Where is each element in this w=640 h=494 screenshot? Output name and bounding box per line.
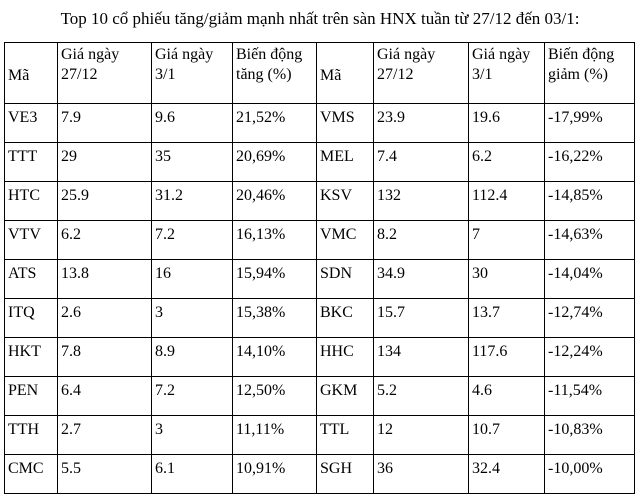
gainer-price-0301: 35 xyxy=(152,143,233,182)
gainer-price-0301: 31.2 xyxy=(152,182,233,221)
loser-price-1227: 8.2 xyxy=(374,221,469,260)
gainer-price-1227: 25.9 xyxy=(58,182,152,221)
gainer-code: TTH xyxy=(5,416,58,455)
gainer-price-1227: 29 xyxy=(58,143,152,182)
gainer-price-0301: 7.2 xyxy=(152,377,233,416)
gainer-price-0301: 6.1 xyxy=(152,455,233,494)
gainer-code: VE3 xyxy=(5,104,58,143)
gainer-code: TTT xyxy=(5,143,58,182)
gainer-change: 15,94% xyxy=(233,260,317,299)
loser-code: VMS xyxy=(317,104,374,143)
loser-change: -17,99% xyxy=(545,104,635,143)
stock-table xyxy=(4,42,635,494)
table-row xyxy=(5,338,635,377)
loser-price-1227: 15.7 xyxy=(374,299,469,338)
table-row xyxy=(5,221,635,260)
gainer-change: 10,91% xyxy=(233,455,317,494)
loser-price-1227: 132 xyxy=(374,182,469,221)
loser-code: SDN xyxy=(317,260,374,299)
header-row xyxy=(5,43,635,104)
gainer-price-1227: 2.7 xyxy=(58,416,152,455)
header-change-down: Biến động giảm (%) xyxy=(545,43,635,104)
table-row xyxy=(5,143,635,182)
gainer-change: 20,46% xyxy=(233,182,317,221)
table-row xyxy=(5,104,635,143)
gainer-code: ATS xyxy=(5,260,58,299)
loser-price-0301: 19.6 xyxy=(469,104,545,143)
header-change-up: Biến động tăng (%) xyxy=(233,43,317,104)
loser-change: -10,00% xyxy=(545,455,635,494)
loser-code: TTL xyxy=(317,416,374,455)
loser-price-0301: 10.7 xyxy=(469,416,545,455)
gainer-price-1227: 13.8 xyxy=(58,260,152,299)
loser-change: -14,63% xyxy=(545,221,635,260)
gainer-price-0301: 8.9 xyxy=(152,338,233,377)
table-row xyxy=(5,260,635,299)
loser-price-0301: 6.2 xyxy=(469,143,545,182)
loser-code: SGH xyxy=(317,455,374,494)
loser-price-0301: 4.6 xyxy=(469,377,545,416)
gainer-price-1227: 5.5 xyxy=(58,455,152,494)
table-row xyxy=(5,416,635,455)
loser-price-1227: 36 xyxy=(374,455,469,494)
gainer-price-0301: 3 xyxy=(152,299,233,338)
loser-price-0301: 13.7 xyxy=(469,299,545,338)
header-price-0301-gainers: Giá ngày 3/1 xyxy=(152,43,233,104)
gainer-change: 14,10% xyxy=(233,338,317,377)
loser-price-1227: 23.9 xyxy=(374,104,469,143)
loser-change: -11,54% xyxy=(545,377,635,416)
gainer-price-1227: 7.8 xyxy=(58,338,152,377)
gainer-change: 21,52% xyxy=(233,104,317,143)
gainer-change: 11,11% xyxy=(233,416,317,455)
gainer-code: ITQ xyxy=(5,299,58,338)
loser-price-1227: 5.2 xyxy=(374,377,469,416)
loser-code: KSV xyxy=(317,182,374,221)
loser-price-1227: 7.4 xyxy=(374,143,469,182)
loser-price-0301: 32.4 xyxy=(469,455,545,494)
loser-code: MEL xyxy=(317,143,374,182)
gainer-price-1227: 6.2 xyxy=(58,221,152,260)
gainer-code: HTC xyxy=(5,182,58,221)
gainer-change: 12,50% xyxy=(233,377,317,416)
loser-price-0301: 30 xyxy=(469,260,545,299)
loser-change: -16,22% xyxy=(545,143,635,182)
table-title: Top 10 cổ phiếu tăng/giảm mạnh nhất trên sàn HNX tuần từ 27/12 đến 03/1: xyxy=(60,9,580,28)
gainer-change: 15,38% xyxy=(233,299,317,338)
table-row xyxy=(5,377,635,416)
loser-change: -14,04% xyxy=(545,260,635,299)
loser-change: -14,85% xyxy=(545,182,635,221)
table-row xyxy=(5,299,635,338)
loser-change: -10,83% xyxy=(545,416,635,455)
gainer-price-0301: 7.2 xyxy=(152,221,233,260)
header-price-1227-losers: Giá ngày 27/12 xyxy=(374,43,469,104)
gainer-price-1227: 7.9 xyxy=(58,104,152,143)
gainer-code: CMC xyxy=(5,455,58,494)
gainer-price-1227: 6.4 xyxy=(58,377,152,416)
gainer-code: PEN xyxy=(5,377,58,416)
gainer-code: HKT xyxy=(5,338,58,377)
gainer-price-0301: 16 xyxy=(152,260,233,299)
loser-price-0301: 117.6 xyxy=(469,338,545,377)
header-ma-gainers: Mã xyxy=(5,43,58,104)
loser-price-0301: 7 xyxy=(469,221,545,260)
loser-price-0301: 112.4 xyxy=(469,182,545,221)
header-price-1227-gainers: Giá ngày 27/12 xyxy=(58,43,152,104)
loser-code: VMC xyxy=(317,221,374,260)
loser-price-1227: 134 xyxy=(374,338,469,377)
table-row xyxy=(5,182,635,221)
gainer-price-0301: 9.6 xyxy=(152,104,233,143)
gainer-change: 20,69% xyxy=(233,143,317,182)
loser-change: -12,24% xyxy=(545,338,635,377)
loser-code: BKC xyxy=(317,299,374,338)
loser-change: -12,74% xyxy=(545,299,635,338)
loser-code: HHC xyxy=(317,338,374,377)
gainer-price-1227: 2.6 xyxy=(58,299,152,338)
table-row xyxy=(5,455,635,494)
loser-price-1227: 12 xyxy=(374,416,469,455)
gainer-code: VTV xyxy=(5,221,58,260)
loser-code: GKM xyxy=(317,377,374,416)
header-price-0301-losers: Giá ngày 3/1 xyxy=(469,43,545,104)
gainer-change: 16,13% xyxy=(233,221,317,260)
header-ma-losers: Mã xyxy=(317,43,374,104)
gainer-price-0301: 3 xyxy=(152,416,233,455)
loser-price-1227: 34.9 xyxy=(374,260,469,299)
